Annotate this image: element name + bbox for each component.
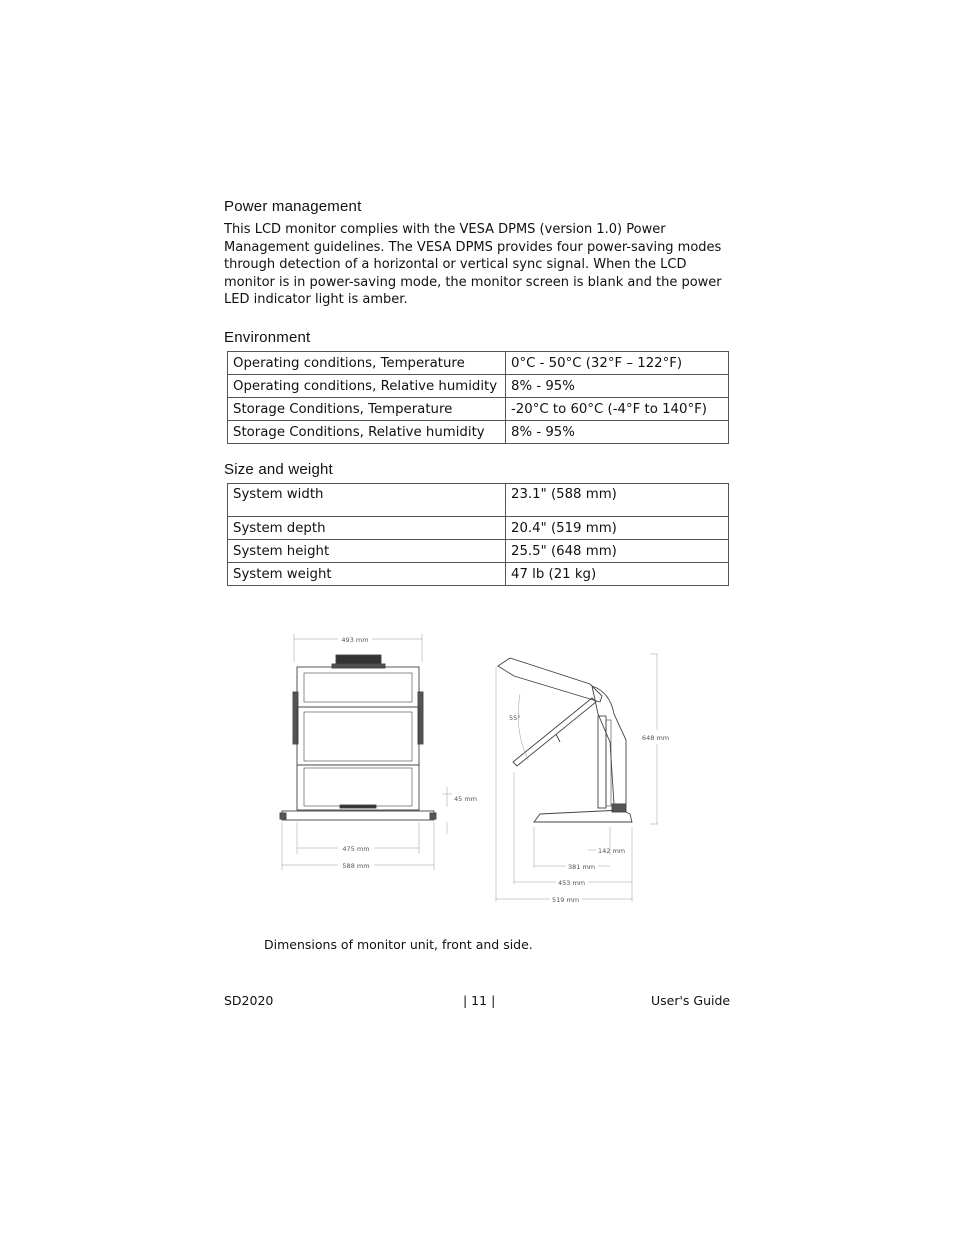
table-cell-label: Operating conditions, Relative humidity [228, 375, 506, 398]
table-cell-value: 20.4" (519 mm) [506, 517, 729, 540]
environment-heading: Environment [224, 329, 311, 346]
side-d4-label: 519 mm [552, 896, 580, 904]
table-cell-label: Storage Conditions, Temperature [228, 398, 506, 421]
side-height-label: 648 mm [642, 734, 670, 742]
table-row [228, 352, 729, 375]
front-inner-width-label: 475 mm [342, 845, 370, 853]
table-cell-value: -20°C to 60°C (-4°F to 140°F) [506, 398, 729, 421]
table-cell-value: 0°C - 50°C (32°F – 122°F) [506, 352, 729, 375]
side-d1-label: 142 mm [598, 847, 626, 855]
table-cell-value: 8% - 95% [506, 421, 729, 444]
power-management-paragraph: This LCD monitor complies with the VESA DPMS (version 1.0) Power Management guidelines. The VESA DPMS provides four power-saving modes through detection of a horizontal or vertical sync signal. When the LCD monitor is in power-saving mode, the monitor screen is blank and the power LED indicator light is amber. [224, 222, 722, 307]
side-d3-label: 453 mm [558, 879, 586, 887]
side-d2-label: 381 mm [568, 863, 596, 871]
side-view-drawing [496, 654, 669, 904]
table-row [228, 398, 729, 421]
front-side-offset-label: 45 mm [454, 795, 478, 803]
side-angle-label: 55° [509, 714, 521, 722]
table-cell-value: 8% - 95% [506, 375, 729, 398]
table-cell-label: System width [228, 484, 506, 517]
table-row [228, 375, 729, 398]
table-cell-value: 23.1" (588 mm) [506, 484, 729, 517]
figure-caption: Dimensions of monitor unit, front and side. [264, 937, 533, 952]
table-cell-value: 47 lb (21 kg) [506, 563, 729, 586]
footer-product: SD2020 [224, 993, 274, 1008]
table-cell-label: Storage Conditions, Relative humidity [228, 421, 506, 444]
environment-table [227, 351, 729, 444]
dimension-drawing [270, 622, 670, 912]
table-cell-label: Operating conditions, Temperature [228, 352, 506, 375]
size-weight-heading: Size and weight [224, 461, 333, 478]
table-cell-label: System height [228, 540, 506, 563]
footer-guide-title: User's Guide [651, 993, 731, 1008]
front-top-width-label: 493 mm [341, 636, 369, 644]
footer-page-number: | 11 | [463, 993, 496, 1008]
size-weight-table [227, 483, 729, 586]
table-cell-value: 25.5" (648 mm) [506, 540, 729, 563]
table-row [228, 484, 729, 517]
power-management-heading: Power management [224, 198, 362, 215]
table-row [228, 540, 729, 563]
table-cell-label: System weight [228, 563, 506, 586]
table-row [228, 517, 729, 540]
front-total-width-label: 588 mm [342, 862, 370, 870]
front-view-drawing [280, 634, 477, 870]
table-row [228, 421, 729, 444]
table-row [228, 563, 729, 586]
table-cell-label: System depth [228, 517, 506, 540]
